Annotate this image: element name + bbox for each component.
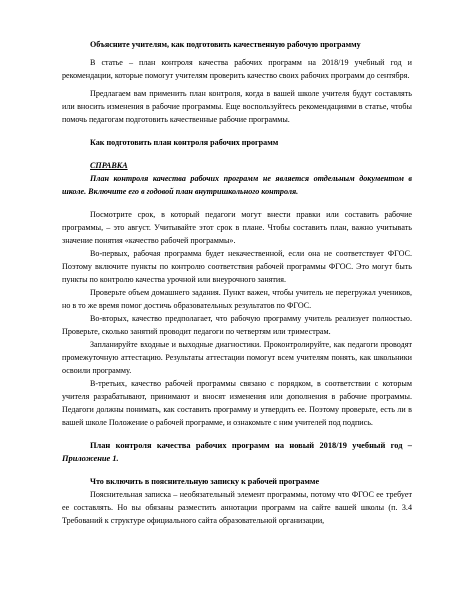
paragraph-1: Посмотрите срок, в который педагоги могут внести правки или составить рабочие программы, – это август. Учитывайте этот срок в плане. Чтобы составить план, важно учитывать значение понятия «качество рабочей программы». <box>62 210 412 245</box>
paragraph-4: Во-вторых, качество предполагает, что рабочую программу учитель реализует полностью. Проверьте, сколько занятий проводит педагоги по четвертям или триместрам. <box>62 314 412 336</box>
spravka-text: План контроля качества рабочих программ не является отдельным документом в школе. Включите его в годовой план внутришкольного контроля. <box>62 174 412 196</box>
section-1-heading: Как подготовить план контроля рабочих программ <box>90 138 279 147</box>
paragraph-3: Проверьте объем домашнего задания. Пункт важен, чтобы учитель не перегружал учеников, но в то же время помог достичь образовательных результатов по ФГОС. <box>62 288 412 310</box>
paragraph-7: Пояснительная записка – необязательный элемент программы, потому что ФГОС ее требует ее составлять. Но вы обязаны разместить аннотации программ на сайте вашей школы (п. 3.4 Требований к структуре официального сайта образовательной организации, <box>62 490 412 525</box>
intro-paragraph-1: В статье – план контроля качества рабочих программ на 2018/19 учебный год и рекомендации, которые помогут учителям проверить качество своих рабочих программ до сентября. <box>62 58 412 80</box>
paragraph-6: В-третьих, качество рабочей программы связано с порядком, в соответствии с которым учителя разрабатывают, принимают и вносят изменения или дополнения в рабочие программы. Педагоги должны понимать, как составить программу и утвердить ее. Поэтому проверьте, есть ли в вашей школе Положение о рабочей программе, и ознакомьте с ним учителей под подпись. <box>62 379 412 427</box>
page-title: Объясните учителям, как подготовить качественную рабочую программу <box>90 40 361 49</box>
section-2-heading: Что включить в пояснительную записку к рабочей программе <box>90 477 320 486</box>
paragraph-2: Во-первых, рабочая программа будет некачественной, если она не соответствует ФГОС. Поэтому включите пункты по контролю соответствия рабочей программы ФГОС. Это могут быть пункты по контролю качества урочной или внеурочного занятия. <box>62 249 412 284</box>
paragraph-5: Запланируйте входные и выходные диагностики. Проконтролируйте, как педагоги проводят промежуточную аттестацию. Результаты аттестации помогут всем учителям понять, как школьники освоили программу. <box>62 340 412 375</box>
intro-paragraph-2: Предлагаем вам применить план контроля, когда в вашей школе учителя будут составлять или вносить изменения в рабочие программы. Еще воспользуйтесь рекомендациями в статье, чтобы помочь педагогам подготовить качественные рабочие программы. <box>62 89 412 124</box>
spravka-label: СПРАВКА <box>90 161 128 170</box>
plan-appendix-link: Приложение 1. <box>62 454 119 463</box>
plan-title-main: План контроля качества рабочих программ на новый 2018/19 учебный год – <box>90 441 412 450</box>
plan-title <box>62 439 412 465</box>
